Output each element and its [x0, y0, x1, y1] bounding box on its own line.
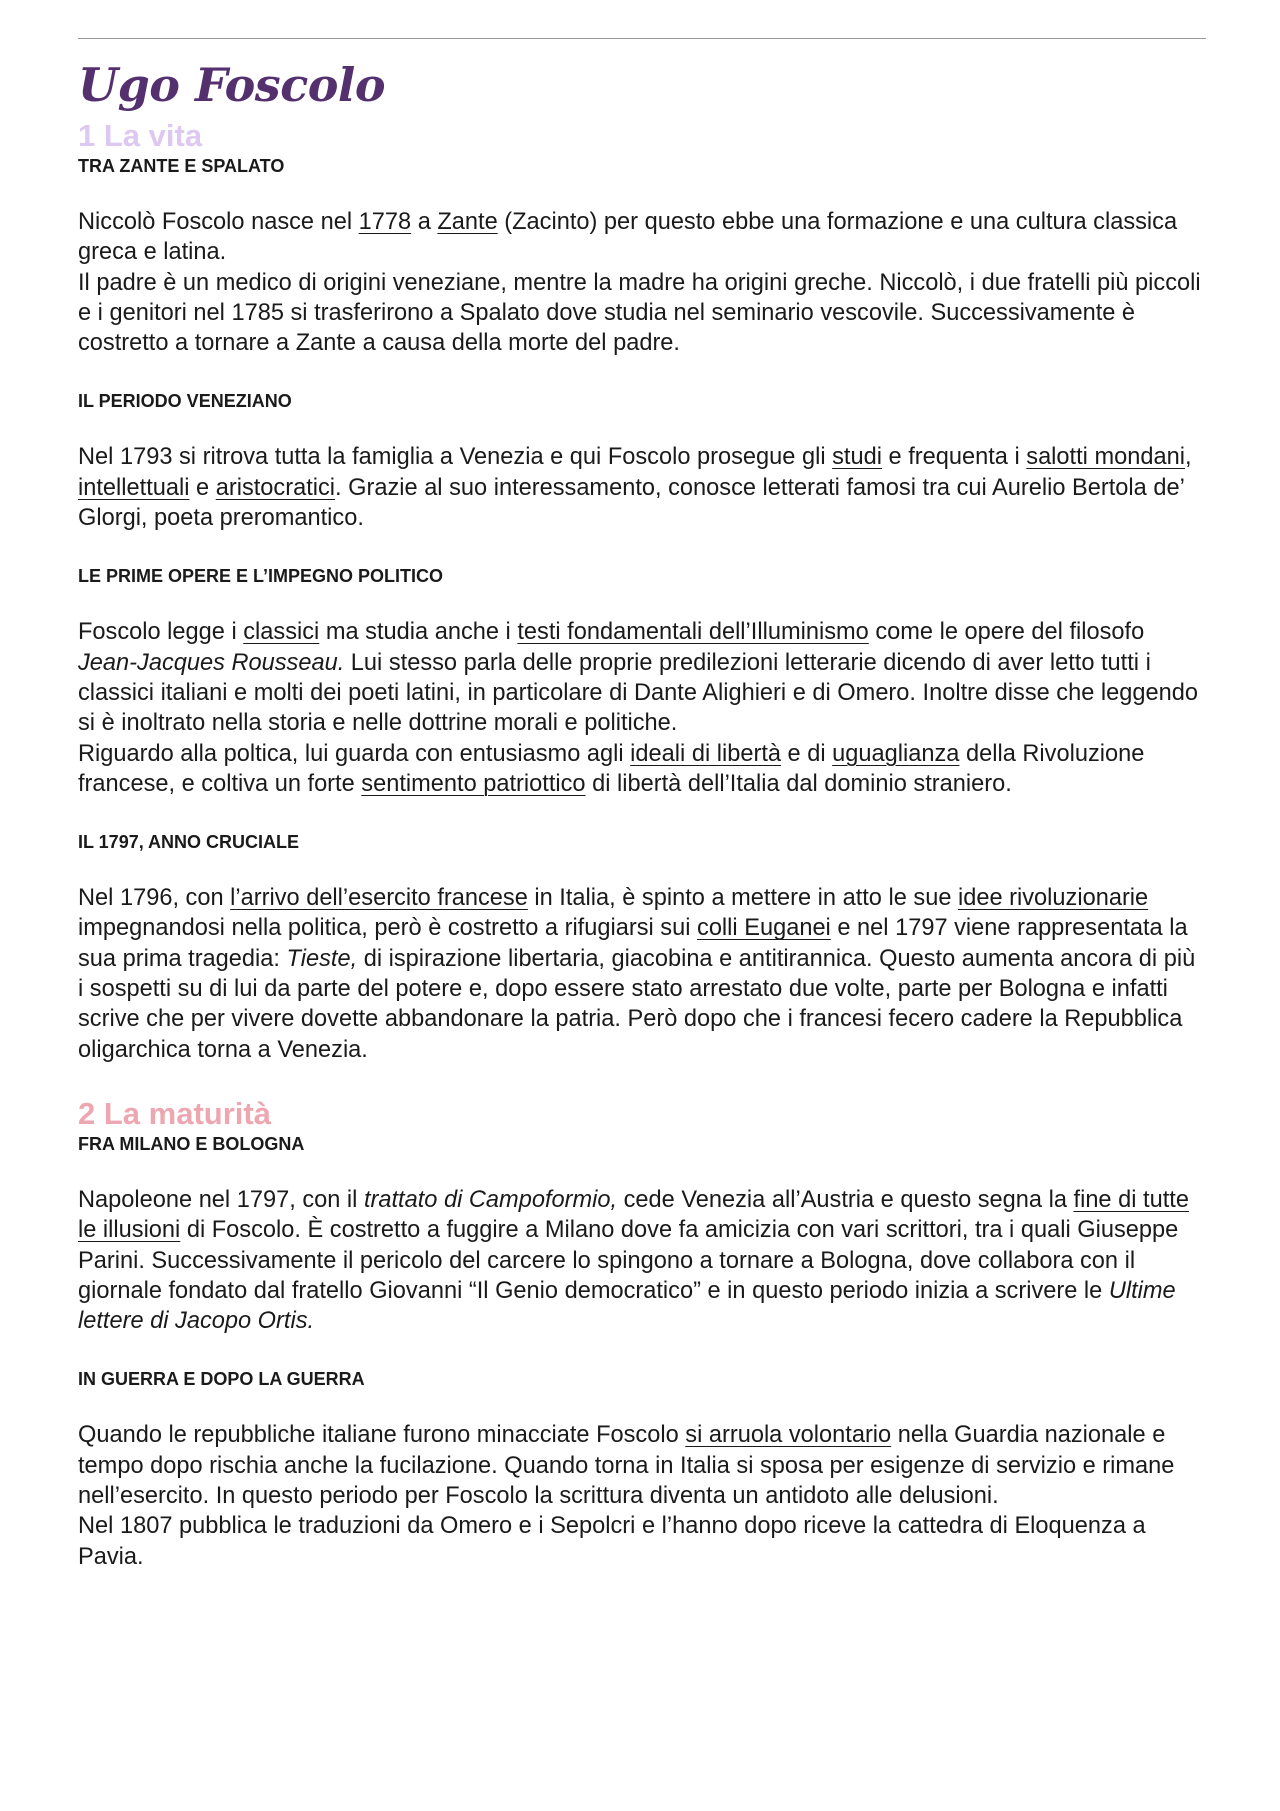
- section-heading-la-maturita: 2 La maturità: [78, 1095, 271, 1131]
- underlined-term: fine di tutte le illusioni: [78, 1186, 1189, 1244]
- underlined-term: sentimento patriottico: [361, 770, 586, 797]
- subheading-in-guerra: IN GUERRA E DOPO LA GUERRA: [78, 1369, 365, 1390]
- underlined-term: intellettuali: [78, 474, 190, 501]
- section-la-vita: [78, 118, 1206, 1065]
- text-run: ,: [1184, 444, 1192, 471]
- paragraph-1797: [78, 883, 1206, 1065]
- text-run: di ispirazione libertaria, giacobina e antitirannica. Questo aumenta ancora di più i sospetti su di lui da parte del potere e, dopo essere stato arrestato due volte, parte per Bologna e infatti scrive che per vivere dovette abbandonare la patria. Però dopo che i francesi fecero cadere la Repubblica oligarchica torna a Venezia.: [78, 945, 1196, 1063]
- text-run: di libertà dell’Italia dal dominio straniero.: [585, 770, 1012, 797]
- text-run: e nel 1797 viene rappresentata la sua prima tragedia:: [78, 915, 1188, 972]
- underlined-term: 1778: [358, 209, 412, 235]
- text-run: Niccolò Foscolo nasce nel: [78, 209, 359, 235]
- text-run: Napoleone nel 1797, con il: [78, 1186, 364, 1213]
- underlined-term: uguaglianza: [832, 740, 960, 767]
- text-run: (Zacinto) per questo ebbe una formazione e una cultura classica greca e latina.: [78, 209, 1178, 266]
- underlined-term: Zante: [437, 209, 498, 235]
- italic-term: Jean-Jacques Rousseau.: [78, 649, 345, 676]
- text-run: Riguardo alla poltica, lui guarda con entusiasmo agli: [78, 740, 631, 767]
- text-run: . Grazie al suo interessamento, conosce letterati famosi tra cui Aurelio Bertola de’ Glorgi, poeta preromantico.: [78, 474, 1184, 532]
- paragraph-prime-opere: [78, 617, 1206, 799]
- underlined-term: idee rivoluzionarie: [958, 885, 1149, 912]
- text-run: impegnandosi nella politica, però è costretto a rifugiarsi sui: [78, 915, 698, 942]
- subheading-1797: IL 1797, ANNO CRUCIALE: [78, 832, 300, 853]
- underlined-term: si arruola volontario: [685, 1422, 892, 1449]
- paragraph-in-guerra: [78, 1420, 1206, 1571]
- text-run: e frequenta i: [881, 444, 1027, 471]
- text-run: nella Guardia nazionale e tempo dopo rischia anche la fucilazione. Quando torna in Italia si sposa per esigenze di servizio e rimane nell’esercito. In questo periodo per Foscolo la scrittura diventa un antidoto alle delusioni.: [78, 1422, 1175, 1510]
- text-run: Nel 1807 pubblica le traduzioni da Omero e i Sepolcri e l’hanno dopo riceve la cattedra di Eloquenza a Pavia.: [78, 1513, 1146, 1570]
- text-run: della Rivoluzione francese, e coltiva un forte: [78, 740, 1145, 797]
- document-title: Ugo Foscolo: [78, 58, 386, 112]
- italic-term: Tieste,: [286, 945, 358, 972]
- italic-term: trattato di Campoformio,: [363, 1186, 618, 1213]
- subheading-fra-milano-e-bologna: FRA MILANO E BOLOGNA: [78, 1133, 305, 1154]
- text-run: Nel 1796, con: [78, 885, 231, 912]
- text-run: Foscolo legge i: [78, 619, 244, 646]
- paragraph-milano-bologna: [78, 1185, 1206, 1336]
- text-run: Il padre è un medico di origini veneziane, mentre la madre ha origini greche. Niccolò, i due fratelli più piccoli e i genitori nel 1785 si trasferirono a Spalato dove studia nel seminario vescovile. Successivamente è costretto a tornare a Zante a causa della morte del padre.: [78, 269, 1201, 357]
- paragraph-tra-zante: [78, 207, 1206, 358]
- subheading-il-periodo-veneziano: IL PERIODO VENEZIANO: [78, 391, 292, 412]
- text-run: in Italia, è spinto a mettere in atto le sue: [527, 885, 958, 912]
- text-run: Nel 1793 si ritrova tutta la famiglia a Venezia e qui Foscolo prosegue gli: [78, 444, 833, 471]
- underlined-term: aristocratici: [215, 474, 336, 501]
- underlined-term: colli Euganei: [697, 915, 831, 942]
- text-run: e: [189, 474, 216, 501]
- underlined-term: ideali di libertà: [630, 740, 781, 767]
- underlined-term: studi: [832, 444, 882, 471]
- paragraph-periodo-veneziano: [78, 442, 1206, 533]
- underlined-term: l’arrivo dell’esercito francese: [230, 885, 528, 912]
- document-content: [78, 52, 1206, 1572]
- subheading-tra-zante-e-spalato: TRA ZANTE E SPALATO: [78, 156, 285, 176]
- text-run: a: [411, 209, 438, 235]
- text-run: cede Venezia all’Austria e questo segna la: [617, 1186, 1074, 1213]
- text-run: ma studia anche i: [319, 619, 518, 646]
- subheading-prime-opere: LE PRIME OPERE E L’IMPEGNO POLITICO: [78, 566, 444, 587]
- underlined-term: salotti mondani: [1026, 444, 1185, 471]
- italic-term: Ultime lettere di Jacopo Ortis.: [78, 1277, 1176, 1335]
- top-divider: [78, 38, 1206, 39]
- section-heading-la-vita: 1 La vita: [78, 118, 203, 153]
- text-run: Lui stesso parla delle proprie predilezioni letterarie dicendo di aver letto tutti i classici italiani e molti dei poeti latini, in particolare di Dante Alighieri e di Omero. Inoltre disse che leggendo si è inoltrato nella storia e nelle dottrine morali e politiche.: [78, 649, 1198, 737]
- section-la-maturita: [78, 1096, 1206, 1572]
- underlined-term: testi fondamentali dell’Illuminismo: [517, 619, 869, 646]
- text-run: di Foscolo. È costretto a fuggire a Milano dove fa amicizia con vari scrittori, tra i quali Giuseppe Parini. Successivamente il pericolo del carcere lo spingono a tornare a Bologna, dove collabora con il giornale fondato dal fratello Giovanni “Il Genio democratico” e in questo periodo inizia a scrivere le: [78, 1217, 1179, 1304]
- text-run: e di: [781, 740, 833, 767]
- text-run: Quando le repubbliche italiane furono minacciate Foscolo: [78, 1422, 686, 1449]
- text-run: come le opere del filosofo: [868, 619, 1145, 646]
- underlined-term: classici: [243, 619, 320, 646]
